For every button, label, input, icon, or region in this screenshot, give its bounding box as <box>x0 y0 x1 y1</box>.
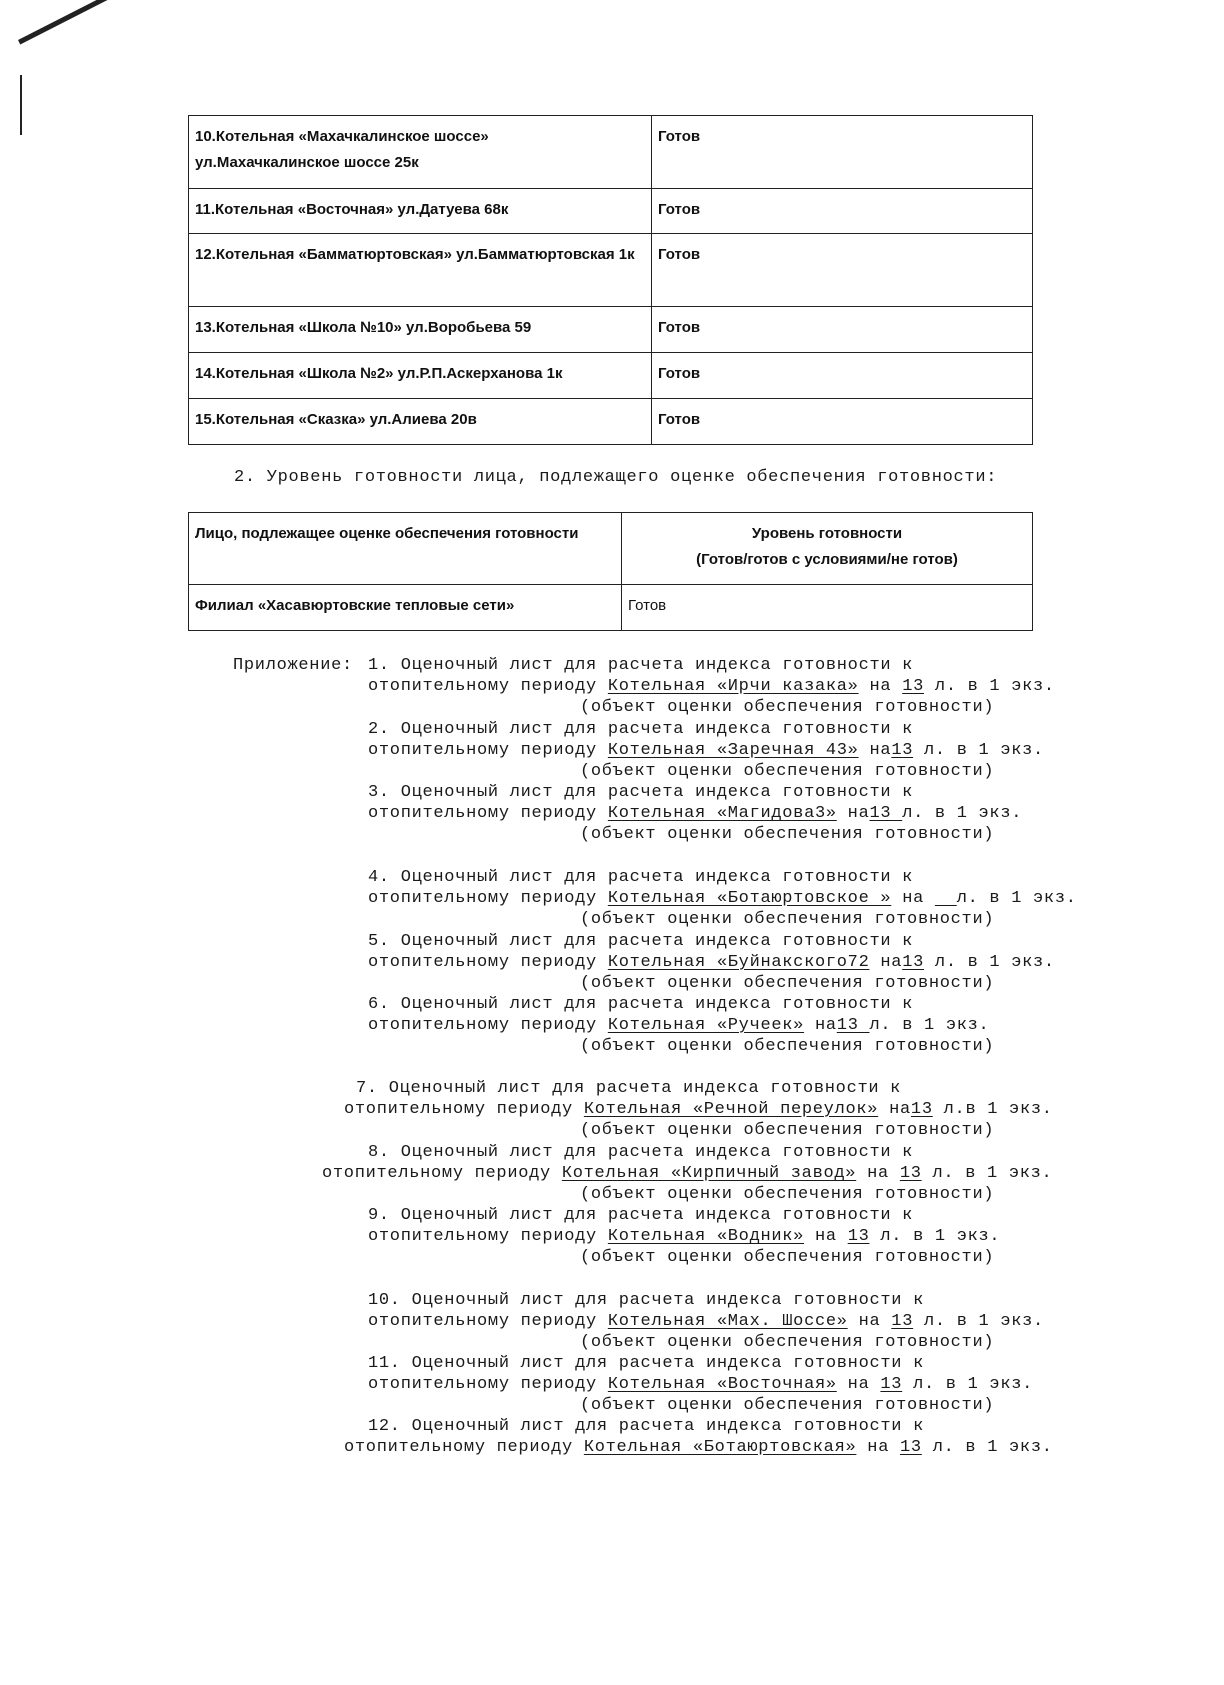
appendix-item-line1: 8. Оценочный лист для расчета индекса готовности к <box>368 1143 914 1162</box>
boiler-object-cell: 14.Котельная «Школа №2» ул.Р.П.Аскерханова 1к <box>189 353 652 399</box>
appendix-item-line2 <box>344 1438 1053 1457</box>
object-name: Котельная «Ручеек» <box>607 1016 805 1035</box>
line-text-mid: на <box>804 1016 837 1035</box>
page-count <box>935 889 957 908</box>
appendix-item-line1: 6. Оценочный лист для расчета индекса готовности к <box>368 995 914 1014</box>
appendix-item-line2 <box>322 1164 1052 1183</box>
appendix-item-line2 <box>368 1312 1044 1331</box>
section-2-title: 2. Уровень готовности лица, подлежащего оценке обеспечения готовности: <box>234 468 998 487</box>
header-entity: Лицо, подлежащее оценке обеспечения готовности <box>189 513 622 585</box>
appendix-item-caption: (объект оценки обеспечения готовности) <box>580 910 995 929</box>
object-name: Котельная «Кирпичный завод» <box>561 1164 857 1183</box>
line-text-post: л. в 1 экз. <box>921 1438 1053 1457</box>
appendix-item-caption: (объект оценки обеспечения готовности) <box>580 1396 995 1415</box>
page-count: 13 <box>847 1227 870 1246</box>
page-count: 13 <box>880 1375 903 1394</box>
line-text-pre: отопительному периоду <box>368 677 608 696</box>
appendix-item-line1: 11. Оценочный лист для расчета индекса готовности к <box>368 1354 924 1373</box>
line-text-mid: на <box>869 953 903 972</box>
line-text-mid: на <box>858 741 892 760</box>
boiler-object-cell: 12.Котельная «Бамматюртовская» ул.Бамматюртовская 1к <box>189 234 652 307</box>
appendix-item-line1: 10. Оценочный лист для расчета индекса готовности к <box>368 1291 924 1310</box>
line-text-pre: отопительному периоду <box>368 741 608 760</box>
appendix-item-line1: 1. Оценочный лист для расчета индекса готовности к <box>368 656 914 675</box>
line-text-post: л. в 1 экз. <box>924 953 1055 972</box>
line-text-post: л. в 1 экз. <box>921 1164 1053 1183</box>
page-count: 13 <box>910 1100 933 1119</box>
object-name: Котельная «Магидова3» <box>607 804 837 823</box>
object-name: Котельная «Заречная 43» <box>607 741 859 760</box>
table-row <box>189 189 1033 234</box>
page-count: 13 <box>899 1164 922 1183</box>
status-cell: Готов <box>652 234 1033 307</box>
line-text-pre: отопительному периоду <box>368 953 608 972</box>
boiler-object-cell: 10.Котельная «Махачкалинское шоссе» ул.Махачкалинское шоссе 25к <box>189 116 652 189</box>
appendix-item-line2 <box>368 953 1055 972</box>
line-text-pre: отопительному периоду <box>368 804 608 823</box>
appendix-item-line2 <box>368 889 1077 908</box>
object-name: Котельная «Восточная» <box>607 1375 837 1394</box>
appendix-item-line1: 12. Оценочный лист для расчета индекса готовности к <box>368 1417 924 1436</box>
page-count: 13 <box>902 677 925 696</box>
boiler-object-cell: 15.Котельная «Сказка» ул.Алиева 20в <box>189 399 652 445</box>
appendix-item-caption: (объект оценки обеспечения готовности) <box>580 974 995 993</box>
page-count: 13 <box>891 741 914 760</box>
line-text-post: л. в 1 экз. <box>913 741 1044 760</box>
entity-cell: Филиал «Хасавюртовские тепловые сети» <box>189 585 622 631</box>
appendix-item-caption: (объект оценки обеспечения готовности) <box>580 762 995 781</box>
table-row <box>189 234 1033 307</box>
line-text-mid: на <box>804 1227 848 1246</box>
line-text-mid: на <box>858 677 903 696</box>
line-text-pre: отопительному периоду <box>368 1227 608 1246</box>
appendix-item-line2 <box>344 1100 1053 1119</box>
appendix-item-line2 <box>368 1375 1033 1394</box>
table-row <box>189 307 1033 353</box>
object-name: Котельная «Ирчи казака» <box>607 677 859 696</box>
line-text-mid: на <box>856 1164 900 1183</box>
object-name: Котельная «Водник» <box>607 1227 805 1246</box>
appendix-item-line1: 4. Оценочный лист для расчета индекса готовности к <box>368 868 914 887</box>
line-text-mid: на <box>836 804 870 823</box>
scan-artifact-stroke <box>18 0 132 44</box>
header-readiness-line1: Уровень готовности <box>751 525 903 542</box>
header-readiness <box>622 513 1033 585</box>
line-text-pre: отопительному периоду <box>322 1164 562 1183</box>
line-text-post: л. в 1 экз. <box>902 804 1023 823</box>
appendix-item-line1: 2. Оценочный лист для расчета индекса готовности к <box>368 720 914 739</box>
appendix-item-caption: (объект оценки обеспечения готовности) <box>580 1037 995 1056</box>
boiler-object-cell: 13.Котельная «Школа №10» ул.Воробьева 59 <box>189 307 652 353</box>
object-name: Котельная «Буйнакского72 <box>607 953 870 972</box>
line-text-mid: на <box>847 1312 892 1331</box>
line-text-pre: отопительному периоду <box>368 889 608 908</box>
appendix-item-caption: (объект оценки обеспечения готовности) <box>580 1121 995 1140</box>
page-count: 13 <box>891 1312 914 1331</box>
line-text-post: л.в 1 экз. <box>932 1100 1053 1119</box>
page-count: 13 <box>869 804 903 823</box>
appendix-item-caption: (объект оценки обеспечения готовности) <box>580 1248 995 1267</box>
object-name: Котельная «Речной переулок» <box>583 1100 879 1119</box>
line-text-post: л. в 1 экз. <box>869 1016 990 1035</box>
table-row <box>189 399 1033 445</box>
status-cell: Готов <box>652 353 1033 399</box>
table-row <box>189 116 1033 189</box>
status-cell: Готов <box>652 116 1033 189</box>
line-text-post: л. в 1 экз. <box>913 1312 1044 1331</box>
appendix-label: Приложение: <box>233 656 353 675</box>
page-count: 13 <box>836 1016 870 1035</box>
appendix-item-line1: 3. Оценочный лист для расчета индекса готовности к <box>368 783 914 802</box>
line-text-mid: на <box>878 1100 911 1119</box>
line-text-pre: отопительному периоду <box>368 1016 608 1035</box>
boiler-readiness-table <box>188 115 1033 445</box>
line-text-pre: отопительному периоду <box>344 1438 584 1457</box>
status-cell: Готов <box>622 585 1033 631</box>
line-text-post: л. в 1 экз. <box>869 1227 1001 1246</box>
line-text-mid: на <box>856 1438 900 1457</box>
appendix-item-line1: 5. Оценочный лист для расчета индекса готовности к <box>368 932 914 951</box>
appendix-item-caption: (объект оценки обеспечения готовности) <box>580 1185 995 1204</box>
appendix-item-line2 <box>368 741 1044 760</box>
object-name: Котельная «Ботаюртовское » <box>607 889 892 908</box>
line-text-pre: отопительному периоду <box>368 1312 608 1331</box>
status-cell: Готов <box>652 189 1033 234</box>
table-row <box>189 585 1033 631</box>
appendix-item-line1: 9. Оценочный лист для расчета индекса готовности к <box>368 1206 914 1225</box>
page-count: 13 <box>902 953 925 972</box>
line-text-mid: на <box>891 889 935 908</box>
line-text-pre: отопительному периоду <box>344 1100 584 1119</box>
appendix-item-line2 <box>368 804 1022 823</box>
appendix-item-line1: 7. Оценочный лист для расчета индекса готовности к <box>356 1079 902 1098</box>
line-text-post: л. в 1 экз. <box>956 889 1077 908</box>
appendix-item-line2 <box>368 1227 1000 1246</box>
line-text-post: л. в 1 экз. <box>902 1375 1034 1394</box>
header-readiness-line2: (Готов/готов с условиями/не готов) <box>696 551 958 568</box>
scan-artifact-stroke <box>20 75 22 135</box>
table-header-row <box>189 513 1033 585</box>
appendix-item-line2 <box>368 677 1055 696</box>
line-text-mid: на <box>836 1375 881 1394</box>
object-name: Котельная «Ботаюртовская» <box>583 1438 857 1457</box>
appendix-item-line2 <box>368 1016 989 1035</box>
entity-readiness-table <box>188 512 1033 631</box>
appendix-item-caption: (объект оценки обеспечения готовности) <box>580 1333 995 1352</box>
page-count: 13 <box>900 1438 922 1457</box>
line-text-post: л. в 1 экз. <box>924 677 1055 696</box>
status-cell: Готов <box>652 399 1033 445</box>
table-row <box>189 353 1033 399</box>
line-text-pre: отопительному периоду <box>368 1375 608 1394</box>
object-name: Котельная «Мах. Шоссе» <box>607 1312 848 1331</box>
boiler-object-cell: 11.Котельная «Восточная» ул.Датуева 68к <box>189 189 652 234</box>
status-cell: Готов <box>652 307 1033 353</box>
appendix-item-caption: (объект оценки обеспечения готовности) <box>580 825 995 844</box>
appendix-item-caption: (объект оценки обеспечения готовности) <box>580 698 995 717</box>
